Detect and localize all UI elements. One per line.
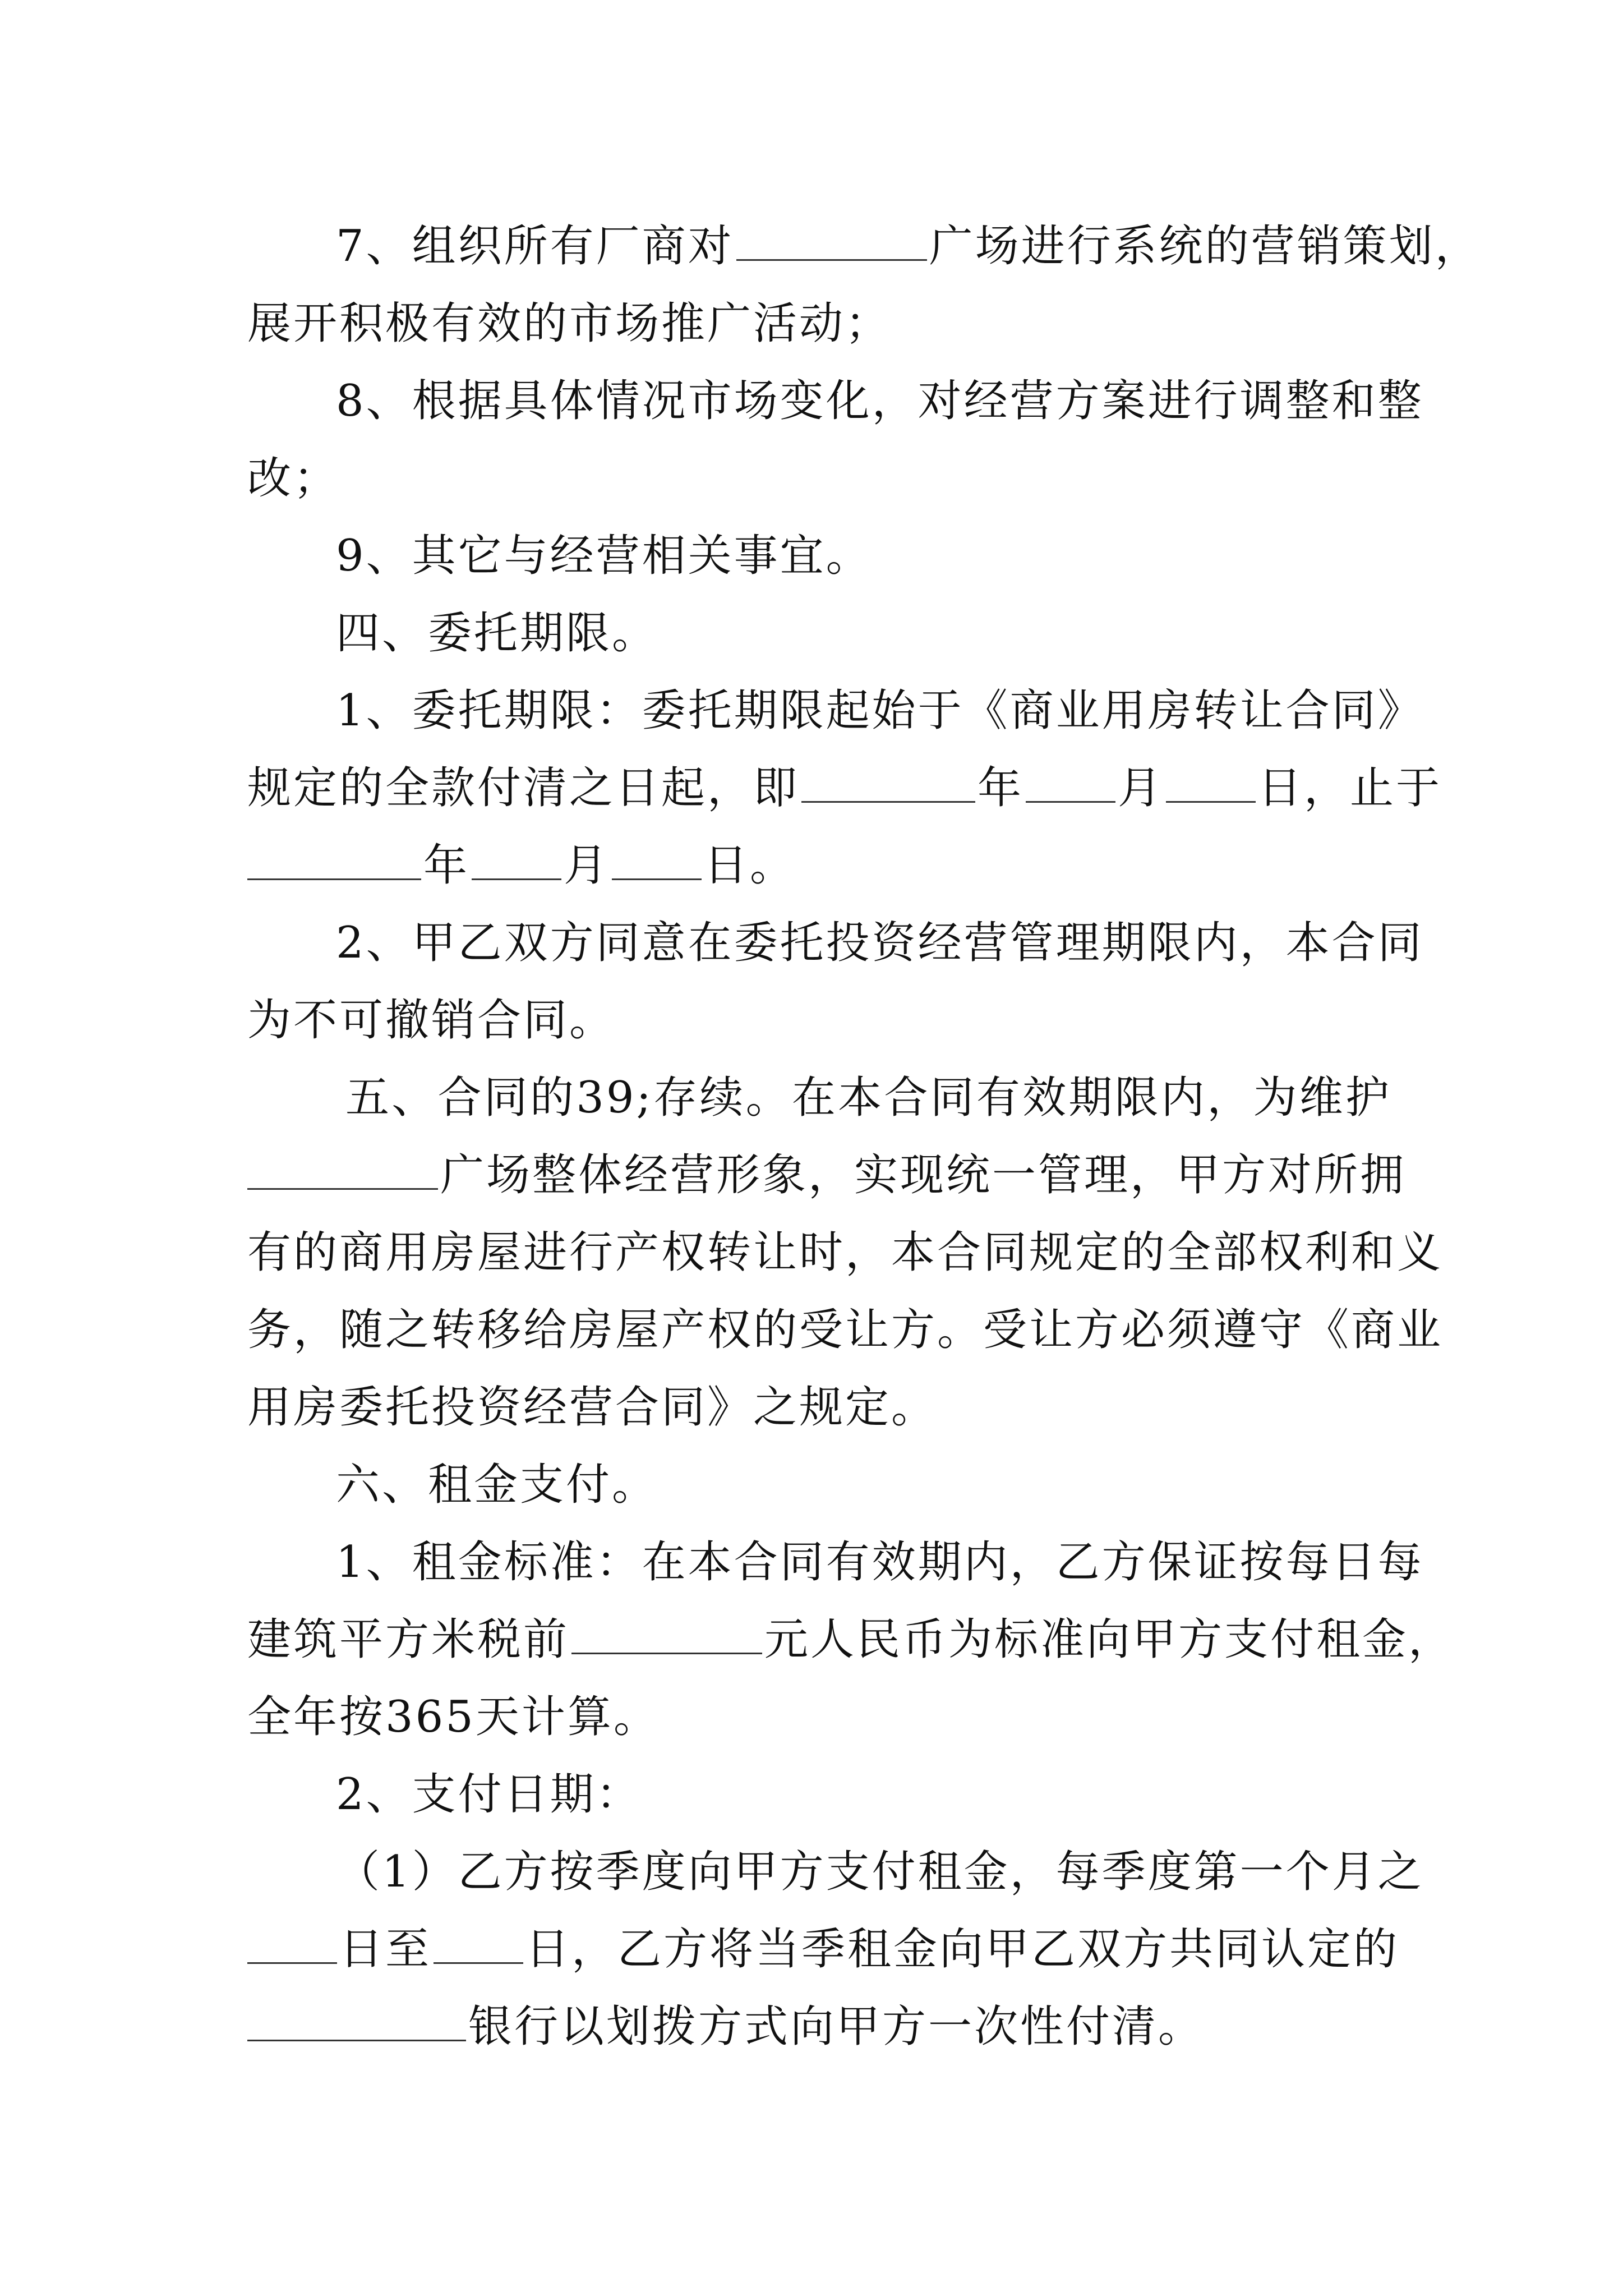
text-segment: 规定的全款付清之日起，即 (247, 763, 800, 813)
paragraph-line (247, 672, 1424, 749)
paragraph-line (247, 1678, 1391, 1756)
text-segment: 2、甲乙双方同意在委托投资经营管理期限内，本合同 (336, 918, 1424, 968)
text-segment: 7、组织所有厂商对 (336, 221, 734, 272)
text-segment: 1、委托期限：委托期限起始于《商业用房转让合同》 (336, 685, 1424, 736)
fill-blank-day[interactable] (247, 1923, 337, 1964)
paragraph-line (247, 285, 1391, 362)
paragraph-line (247, 1291, 1444, 1369)
text-segment: 建筑平方米税前 (247, 1614, 570, 1665)
text-segment: 四、委托期限。 (336, 608, 658, 659)
paragraph-line (247, 440, 1391, 517)
paragraph-line (247, 904, 1424, 982)
section-heading (247, 1446, 1391, 1524)
fill-blank-day[interactable] (612, 839, 702, 880)
section-heading (247, 1059, 1391, 1137)
text-segment: 日至 (339, 1924, 432, 1975)
paragraph-line (247, 1369, 1391, 1446)
paragraph-line (247, 208, 1481, 285)
text-segment: 广场进行系统的营销策划， (929, 221, 1481, 272)
text-segment: 用房委托投资经营合同》之规定。 (247, 1382, 938, 1433)
paragraph-line (247, 1833, 1424, 1911)
text-segment: 银行以划拨方式向甲方一次性付清。 (468, 2001, 1205, 2052)
text-segment: 年 (978, 763, 1024, 813)
fill-blank-year[interactable] (247, 839, 421, 880)
text-segment: 有的商用房屋进行产权转让时，本合同规定的全部权利和义 (247, 1227, 1444, 1278)
fill-blank-amount[interactable] (571, 1613, 762, 1654)
text-segment: 改； (247, 453, 340, 504)
paragraph-line (247, 1988, 1391, 2065)
section-heading (247, 595, 1391, 672)
text-segment: 8、根据具体情况市场变化，对经营方案进行调整和整 (336, 376, 1424, 426)
paragraph-line (247, 1137, 1407, 1214)
text-segment: 务，随之转移给房屋产权的受让方。受让方必须遵守《商业 (247, 1305, 1444, 1355)
paragraph-line (247, 827, 1391, 904)
text-segment: 日，乙方将当季租金向甲乙双方共同认定的 (525, 1924, 1400, 1975)
fill-blank[interactable] (247, 1149, 438, 1190)
text-segment: 月 (1118, 763, 1164, 813)
fill-blank[interactable] (736, 220, 927, 261)
fill-blank-month[interactable] (472, 839, 561, 880)
text-segment: 月 (564, 840, 610, 891)
fill-blank-day[interactable] (1166, 762, 1256, 803)
fill-blank-month[interactable] (1026, 762, 1115, 803)
paragraph-line (247, 982, 1391, 1059)
paragraph-line (247, 749, 1442, 827)
paragraph-line (247, 1214, 1444, 1291)
text-segment: 年 (423, 840, 470, 891)
contract-text (247, 208, 1481, 2065)
text-segment: 2、支付日期： (336, 1769, 642, 1820)
paragraph-line (247, 1524, 1424, 1601)
text-segment: 广场整体经营形象，实现统一管理，甲方对所拥 (440, 1150, 1407, 1200)
text-segment: 展开积极有效的市场推广活动； (247, 298, 892, 349)
text-segment: 日，止于 (1258, 763, 1442, 813)
fill-blank-day[interactable] (434, 1923, 523, 1964)
text-segment: 日。 (704, 840, 796, 891)
paragraph-line (247, 1911, 1400, 1988)
paragraph-line (247, 517, 1391, 595)
paragraph-line (247, 1756, 1391, 1833)
text-segment: 五、合同的39;存续。在本合同有效期限内，为维护 (345, 1073, 1391, 1123)
text-segment: 为不可撤销合同。 (247, 995, 616, 1046)
text-segment: 9、其它与经营相关事宜。 (336, 531, 872, 581)
text-segment: （1）乙方按季度向甲方支付租金，每季度第一个月之 (336, 1847, 1424, 1897)
fill-blank-year[interactable] (801, 762, 975, 803)
text-segment: 全年按365天计算。 (247, 1692, 660, 1742)
paragraph-line (247, 1601, 1455, 1678)
text-segment: 六、租金支付。 (336, 1460, 658, 1510)
text-segment: 元人民币为标准向甲方支付租金， (764, 1614, 1455, 1665)
paragraph-line (247, 362, 1424, 440)
fill-blank-bank[interactable] (247, 2000, 466, 2041)
text-segment: 1、租金标准：在本合同有效期内，乙方保证按每日每 (336, 1537, 1424, 1588)
